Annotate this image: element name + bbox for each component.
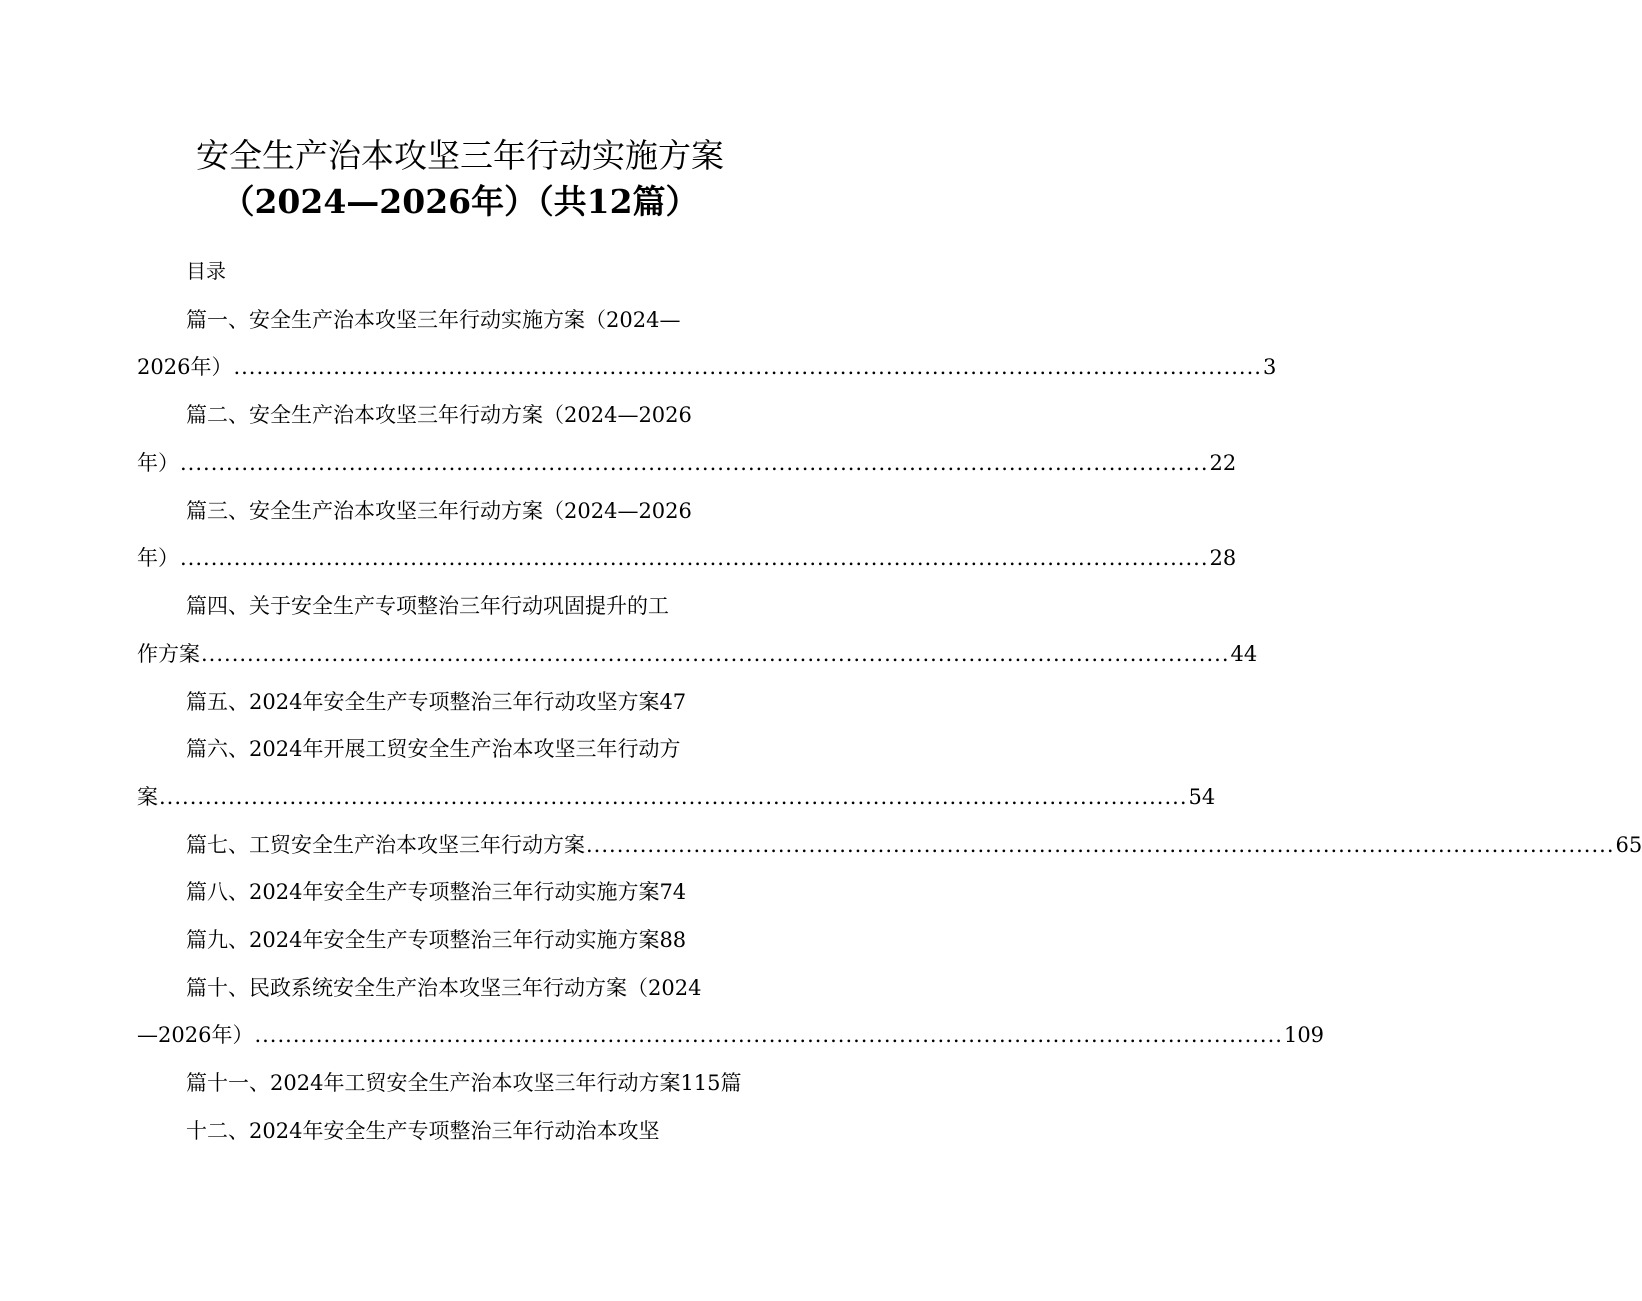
toc-entry-2-line1: 篇二、安全生产治本攻坚三年行动方案（2024—2026 xyxy=(186,403,692,427)
toc-entry-10-line2 xyxy=(137,1020,1325,1050)
toc-entry-4-line1: 篇四、关于安全生产专项整治三年行动巩固提升的工 xyxy=(186,594,669,618)
dot-leader: ...................................................................................................................................... xyxy=(254,1023,1283,1047)
toc-entry-6-line2 xyxy=(137,782,1216,812)
page-number: 54 xyxy=(1188,785,1216,809)
toc-entry-1-line1: 篇一、安全生产治本攻坚三年行动实施方案（2024— xyxy=(186,308,681,332)
toc-entry-3-line1: 篇三、安全生产治本攻坚三年行动方案（2024—2026 xyxy=(186,499,692,523)
toc-entry-12: 十二、2024年安全生产专项整治三年行动治本攻坚 xyxy=(186,1119,660,1143)
toc-entry-9: 篇九、2024年安全生产专项整治三年行动实施方案88 xyxy=(186,928,687,952)
page-number: 3 xyxy=(1262,355,1277,379)
page-number: 28 xyxy=(1209,546,1237,570)
dot-leader: ...................................................................................................................................... xyxy=(586,833,1615,857)
toc-entry-text: 篇七、工贸安全生产治本攻坚三年行动方案 xyxy=(186,833,585,857)
toc-entry-11: 篇十一、2024年工贸安全生产治本攻坚三年行动方案115篇 xyxy=(186,1071,742,1095)
page-number: 44 xyxy=(1230,642,1258,666)
page-number: 22 xyxy=(1209,451,1237,475)
page-number: 109 xyxy=(1283,1023,1325,1047)
toc-entry-text: 作方案 xyxy=(137,642,200,666)
toc-entry-10-line1: 篇十、民政系统安全生产治本攻坚三年行动方案（2024 xyxy=(186,976,702,1000)
document-subtitle: （2024—2026年）（共12篇） xyxy=(221,182,699,221)
dot-leader: ...................................................................................................................................... xyxy=(180,451,1209,475)
toc-entry-2-line2 xyxy=(137,448,1237,478)
page-number: 65 xyxy=(1615,833,1642,857)
toc-heading: 目录 xyxy=(186,259,226,283)
dot-leader: ...................................................................................................................................... xyxy=(159,785,1188,809)
dot-leader: ...................................................................................................................................... xyxy=(201,642,1230,666)
toc-entry-3-line2 xyxy=(137,543,1237,573)
toc-entry-4-line2 xyxy=(137,639,1258,669)
toc-entry-text: 年） xyxy=(137,546,179,570)
dot-leader: ...................................................................................................................................... xyxy=(180,546,1209,570)
toc-entry-1-line2 xyxy=(137,352,1277,382)
toc-entry-6-line1: 篇六、2024年开展工贸安全生产治本攻坚三年行动方 xyxy=(186,737,681,761)
toc-entry-7 xyxy=(186,830,1642,860)
toc-entry-text: 2026年） xyxy=(137,355,233,379)
toc-entry-text: 案 xyxy=(137,785,158,809)
toc-entry-text: —2026年） xyxy=(137,1023,254,1047)
toc-entry-5: 篇五、2024年安全生产专项整治三年行动攻坚方案47 xyxy=(186,690,687,714)
toc-entry-text: 年） xyxy=(137,451,179,475)
dot-leader: ...................................................................................................................................... xyxy=(233,355,1262,379)
toc-entry-8: 篇八、2024年安全生产专项整治三年行动实施方案74 xyxy=(186,880,687,904)
document-title: 安全生产治本攻坚三年行动实施方案 xyxy=(196,136,724,175)
